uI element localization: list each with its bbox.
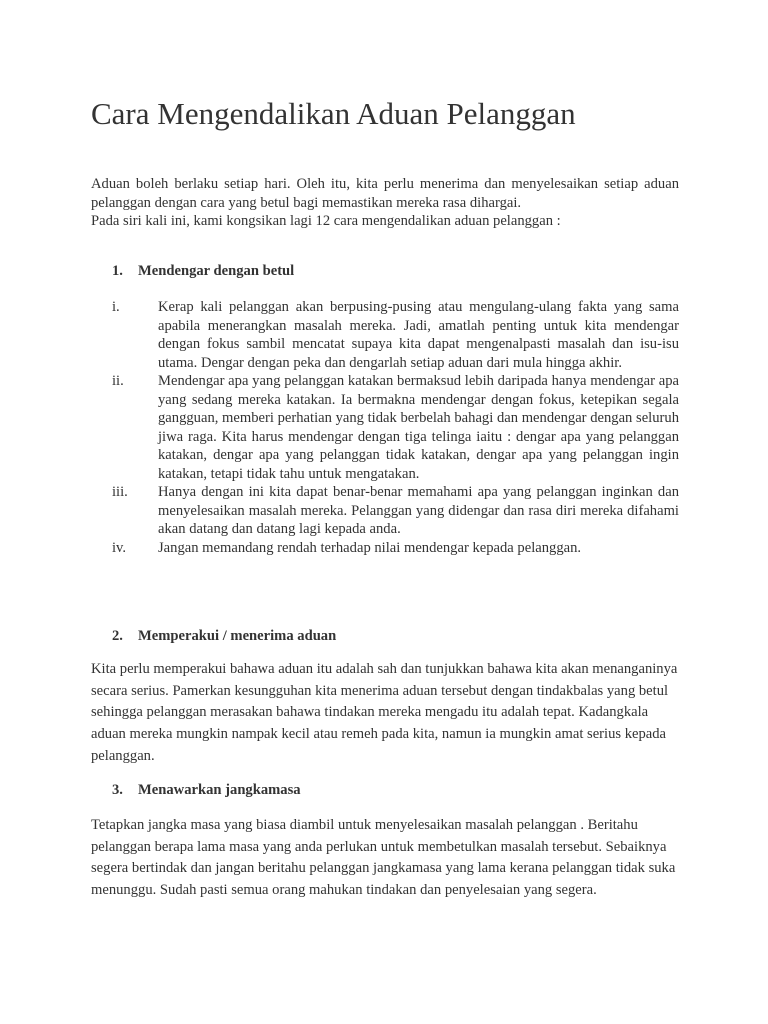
list-item [91, 372, 679, 483]
list-item [91, 539, 679, 558]
intro [91, 175, 679, 231]
list-marker: iv. [112, 539, 127, 556]
roman-list [91, 298, 679, 557]
section-heading-2 [112, 628, 336, 645]
list-marker: i. [112, 299, 120, 315]
section-paragraph: Kita perlu memperakui bahawa aduan itu adalah sah dan tunjukkan bahawa kita akan menanganinya secara serius. Pamerkan kesungguhan kita menerima aduan tersebut dengan tindakbalas yang betul sehingga pelanggan merasakan bahawa tindakan mereka mengadu itu adalah tepat. Kadangkala aduan mereka mungkin nampak kecil atau remeh pada kita, namun ia mungkin amat serius kepada pelanggan. [91, 661, 678, 764]
section-number: 1. [112, 263, 123, 279]
section-paragraph: Tetapkan jangka masa yang biasa diambil untuk menyelesaikan masalah pelanggan . Beritahu pelanggan berapa lama masa yang anda perlukan untuk membetulkan masalah tersebut. Sebaiknya segera bertindak dan jangan beritahu pelanggan jangkamasa yang lama kerana pelanggan tidak suka menunggu. Sudah pasti semua orang mahukan tindakan dan penyelesaian yang segera. [91, 817, 676, 899]
list-item-text: Kerap kali pelanggan akan berpusing-pusing atau mengulang-ulang fakta yang sama apabila menerangkan masalah mereka. Jadi, amatlah penting untuk kita mendengar dengan fokus sambil mencatat supaya kita dapat mengenalpasti masalah dan isu-isu utama. Dengar dengan peka dan dengarlah setiap aduan dari mula hingga akhir. [158, 299, 679, 371]
intro-paragraph: Aduan boleh berlaku setiap hari. Oleh itu, kita perlu menerima dan menyelesaikan setiap aduan pelanggan dengan cara yang betul bagi memastikan mereka rasa dihargai. [91, 176, 679, 211]
list-item-text: Mendengar apa yang pelanggan katakan bermaksud lebih daripada hanya mendengar apa yang sedang mereka katakan. Ia bermakna mendengar dengan fokus, ketepikan segala gangguan, memberi perhatian yang tidak berbelah bahagi dan mendengar dengan seluruh jiwa raga. Kita harus mendengar dengan tiga telinga iaitu : dengar apa yang pelanggan katakan, dengar apa yang pelanggan tidak katakan, dengar apa yang pelanggan ingin katakan, tetapi tidak tahu untuk mengatakan. [158, 373, 679, 482]
list-item-text: Hanya dengan ini kita dapat benar-benar memahami apa yang pelanggan inginkan dan menyelesaikan masalah mereka. Pelanggan yang didengar dan rasa diri mereka difahami akan datang dan datang lagi kepada anda. [158, 484, 679, 537]
section-heading-text: Mendengar dengan betul [138, 263, 295, 279]
section-heading-3 [112, 782, 301, 799]
section-number: 2. [112, 628, 123, 644]
section-heading-text: Memperakui / menerima aduan [138, 628, 337, 644]
list-item [91, 483, 679, 539]
intro-paragraph: Pada siri kali ini, kami kongsikan lagi 12 cara mengendalikan aduan pelanggan : [91, 213, 561, 229]
section-heading-text: Menawarkan jangkamasa [138, 782, 301, 798]
page-title: Cara Mengendalikan Aduan Pelanggan [91, 96, 576, 131]
list-item-text: Jangan memandang rendah terhadap nilai mendengar kepada pelanggan. [158, 539, 582, 556]
list-marker: ii. [112, 373, 124, 389]
section-heading-1 [112, 263, 294, 280]
list-marker: iii. [112, 484, 128, 500]
list-item [91, 298, 679, 372]
section-number: 3. [112, 782, 123, 798]
